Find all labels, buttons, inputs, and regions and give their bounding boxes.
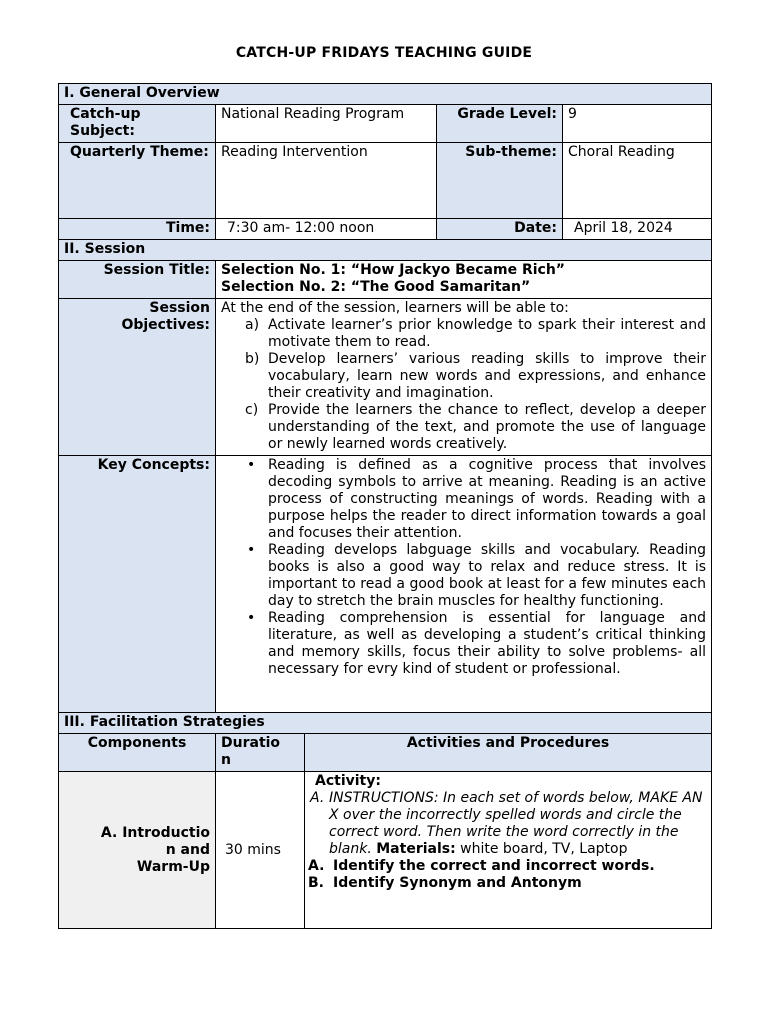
selection-2-title: Selection No. 2: “The Good Samaritan” [221,279,531,295]
key-concept-item: • Reading comprehension is essential for language and literature, as well as developing a student’s critical thinking and memory skills, focus their ability to solve problems- all necessary for evry kind of student or professional. [247,610,707,677]
duration-header: Duratio n [216,734,305,772]
time-value: 7:30 am- 12:00 noon [216,219,437,240]
sub-theme-value: Choral Reading [563,143,712,219]
key-concept-item: • Reading is defined as a cognitive process that involves decoding symbols to arrive at meaning. Reading is an active process of constructing meanings of words. Reading with a purpose helps the reader to direct information towards a goal and focuses their attention. [247,457,707,541]
session-objectives [216,299,712,456]
objective-item: b) Develop learners’ various reading skills to improve their vocabulary, learn new words and expressions, and enhance their creativity and imagination. [245,351,707,401]
bullet-icon: • [247,542,256,558]
session-title-value [216,261,712,299]
quarterly-theme-label: Quarterly Theme: [59,143,216,219]
selection-1-title: Selection No. 1: “How Jackyo Became Rich” [221,262,566,278]
section-general-overview: I. General Overview [59,84,712,105]
session-objectives-label: Session Objectives: [59,299,216,456]
time-label: Time: [59,219,216,240]
objectives-intro: At the end of the session, learners will be able to: [221,300,569,316]
component-introduction: A. Introductio n and Warm-Up [59,772,216,929]
objectives-list [221,317,706,453]
activity-procedures [305,772,712,929]
catch-up-subject-label: Catch-up Subject: [59,105,216,143]
date-label: Date: [437,219,563,240]
section-facilitation-strategies: III. Facilitation Strategies [59,713,712,734]
teaching-guide-table [58,83,712,929]
session-title-label: Session Title: [59,261,216,299]
grade-level-label: Grade Level: [437,105,563,143]
document-title: CATCH-UP FRIDAYS TEACHING GUIDE [235,45,533,61]
bullet-icon: • [247,457,256,473]
key-concepts-label: Key Concepts: [59,456,216,713]
activity-label: Activity: [315,773,381,789]
sub-theme-label: Sub-theme: [437,143,563,219]
key-concept-item: • Reading develops labguage skills and vocabulary. Reading books is also a good way to relax and reduce stress. It is important to read a good book at least for a few minutes each day to stretch the brain muscles for healthy functioning. [247,542,707,609]
duration-value: 30 mins [216,772,305,929]
objective-item: c) Provide the learners the chance to reflect, develop a deeper understanding of the text, and promote the use of language or newly learned words creatively. [245,402,707,452]
key-concepts-list [221,457,706,678]
activity-instructions: A. INSTRUCTIONS: In each set of words below, MAKE AN X over the incorrectly spelled words and circle the correct word. Then write the word correctly in the blank. Materials: white board, TV, Laptop [310,790,703,857]
activity-sub-item: B. Identify Synonym and Antonym [308,875,582,891]
key-concepts [216,456,712,713]
quarterly-theme-value: Reading Intervention [216,143,437,219]
activities-header: Activities and Procedures [305,734,712,772]
objective-item: a) Activate learner’s prior knowledge to spark their interest and motivate them to read. [245,317,707,350]
date-value: April 18, 2024 [563,219,712,240]
section-session: II. Session [59,240,712,261]
bullet-icon: • [247,610,256,626]
grade-level-value: 9 [563,105,712,143]
catch-up-subject-value: National Reading Program [216,105,437,143]
components-header: Components [59,734,216,772]
activity-sub-item: A. Identify the correct and incorrect words. [308,858,655,874]
